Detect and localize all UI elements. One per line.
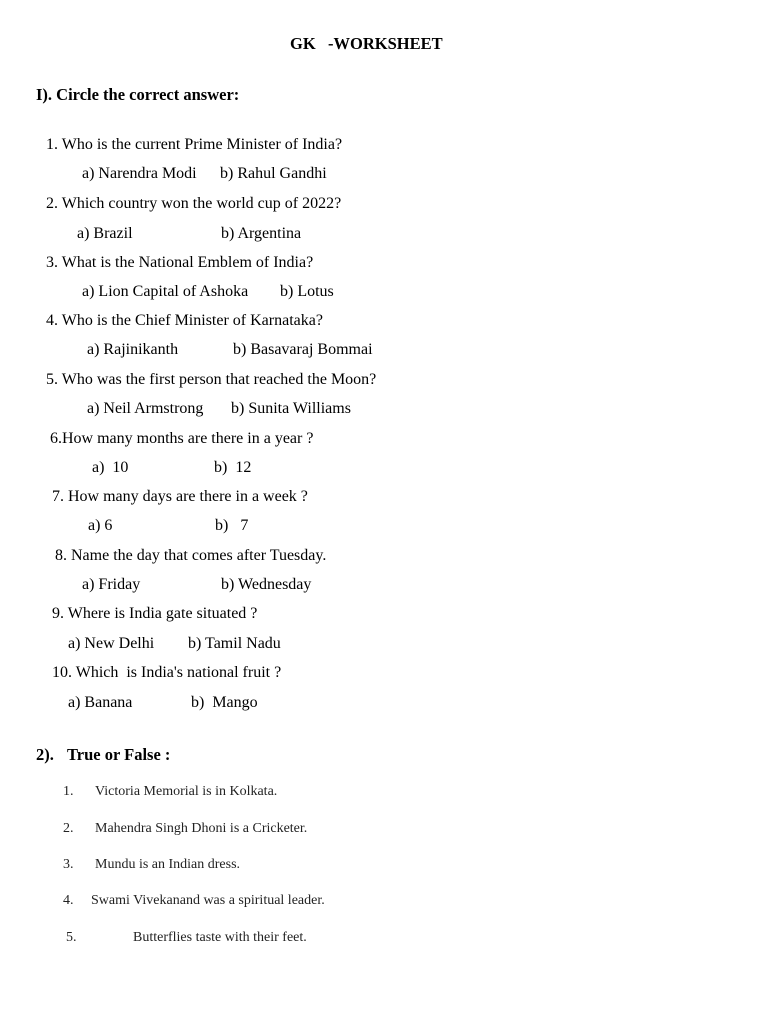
worksheet-title: GK -WORKSHEET <box>290 34 443 53</box>
section1-heading: I). Circle the correct answer: <box>36 85 240 104</box>
question-2: 2. Which country won the world cup of 2022? <box>46 195 342 212</box>
tf-item-5: Butterflies taste with their feet. <box>133 930 307 945</box>
question-8-option-b: b) Wednesday <box>221 576 312 593</box>
tf-item-5-number: 5. <box>66 930 77 945</box>
tf-item-2: Mahendra Singh Dhoni is a Cricketer. <box>95 821 308 836</box>
question-5: 5. Who was the first person that reached the Moon? <box>46 371 377 388</box>
question-2-option-b: b) Argentina <box>221 225 302 242</box>
question-6-option-a: a) 10 <box>92 459 129 476</box>
question-1-option-b: b) Rahul Gandhi <box>220 165 327 182</box>
tf-item-4-number: 4. <box>63 893 74 908</box>
tf-item-1: Victoria Memorial is in Kolkata. <box>95 784 278 799</box>
tf-item-3-number: 3. <box>63 857 74 872</box>
tf-item-4: Swami Vivekanand was a spiritual leader. <box>91 893 325 908</box>
question-7-option-a: a) 6 <box>88 517 113 534</box>
question-8: 8. Name the day that comes after Tuesday. <box>55 547 327 564</box>
question-6-option-b: b) 12 <box>214 459 252 476</box>
question-6: 6.How many months are there in a year ? <box>50 430 314 447</box>
question-5-option-b: b) Sunita Williams <box>231 400 351 417</box>
question-3-option-b: b) Lotus <box>280 283 334 300</box>
question-7-option-b: b) 7 <box>215 517 249 534</box>
question-4-option-b: b) Basavaraj Bommai <box>233 341 373 358</box>
tf-item-3: Mundu is an Indian dress. <box>95 857 241 872</box>
question-8-option-a: a) Friday <box>82 576 141 593</box>
question-9-option-b: b) Tamil Nadu <box>188 635 281 652</box>
question-9: 9. Where is India gate situated ? <box>52 605 258 622</box>
question-10-option-a: a) Banana <box>68 694 133 711</box>
question-3: 3. What is the National Emblem of India? <box>46 254 314 271</box>
section2-heading: True or False : <box>67 745 171 764</box>
question-10: 10. Which is India's national fruit ? <box>52 664 282 681</box>
question-9-option-a: a) New Delhi <box>68 635 155 652</box>
question-3-option-a: a) Lion Capital of Ashoka <box>82 283 249 300</box>
question-10-option-b: b) Mango <box>191 694 258 711</box>
question-2-option-a: a) Brazil <box>77 225 133 242</box>
question-5-option-a: a) Neil Armstrong <box>87 400 204 417</box>
question-7: 7. How many days are there in a week ? <box>52 488 308 505</box>
section2-number: 2). <box>36 745 54 764</box>
question-1-option-a: a) Narendra Modi <box>82 165 197 182</box>
tf-item-1-number: 1. <box>63 784 74 799</box>
question-4: 4. Who is the Chief Minister of Karnataka? <box>46 312 323 329</box>
question-4-option-a: a) Rajinikanth <box>87 341 179 358</box>
question-1: 1. Who is the current Prime Minister of India? <box>46 136 343 153</box>
tf-item-2-number: 2. <box>63 821 74 836</box>
